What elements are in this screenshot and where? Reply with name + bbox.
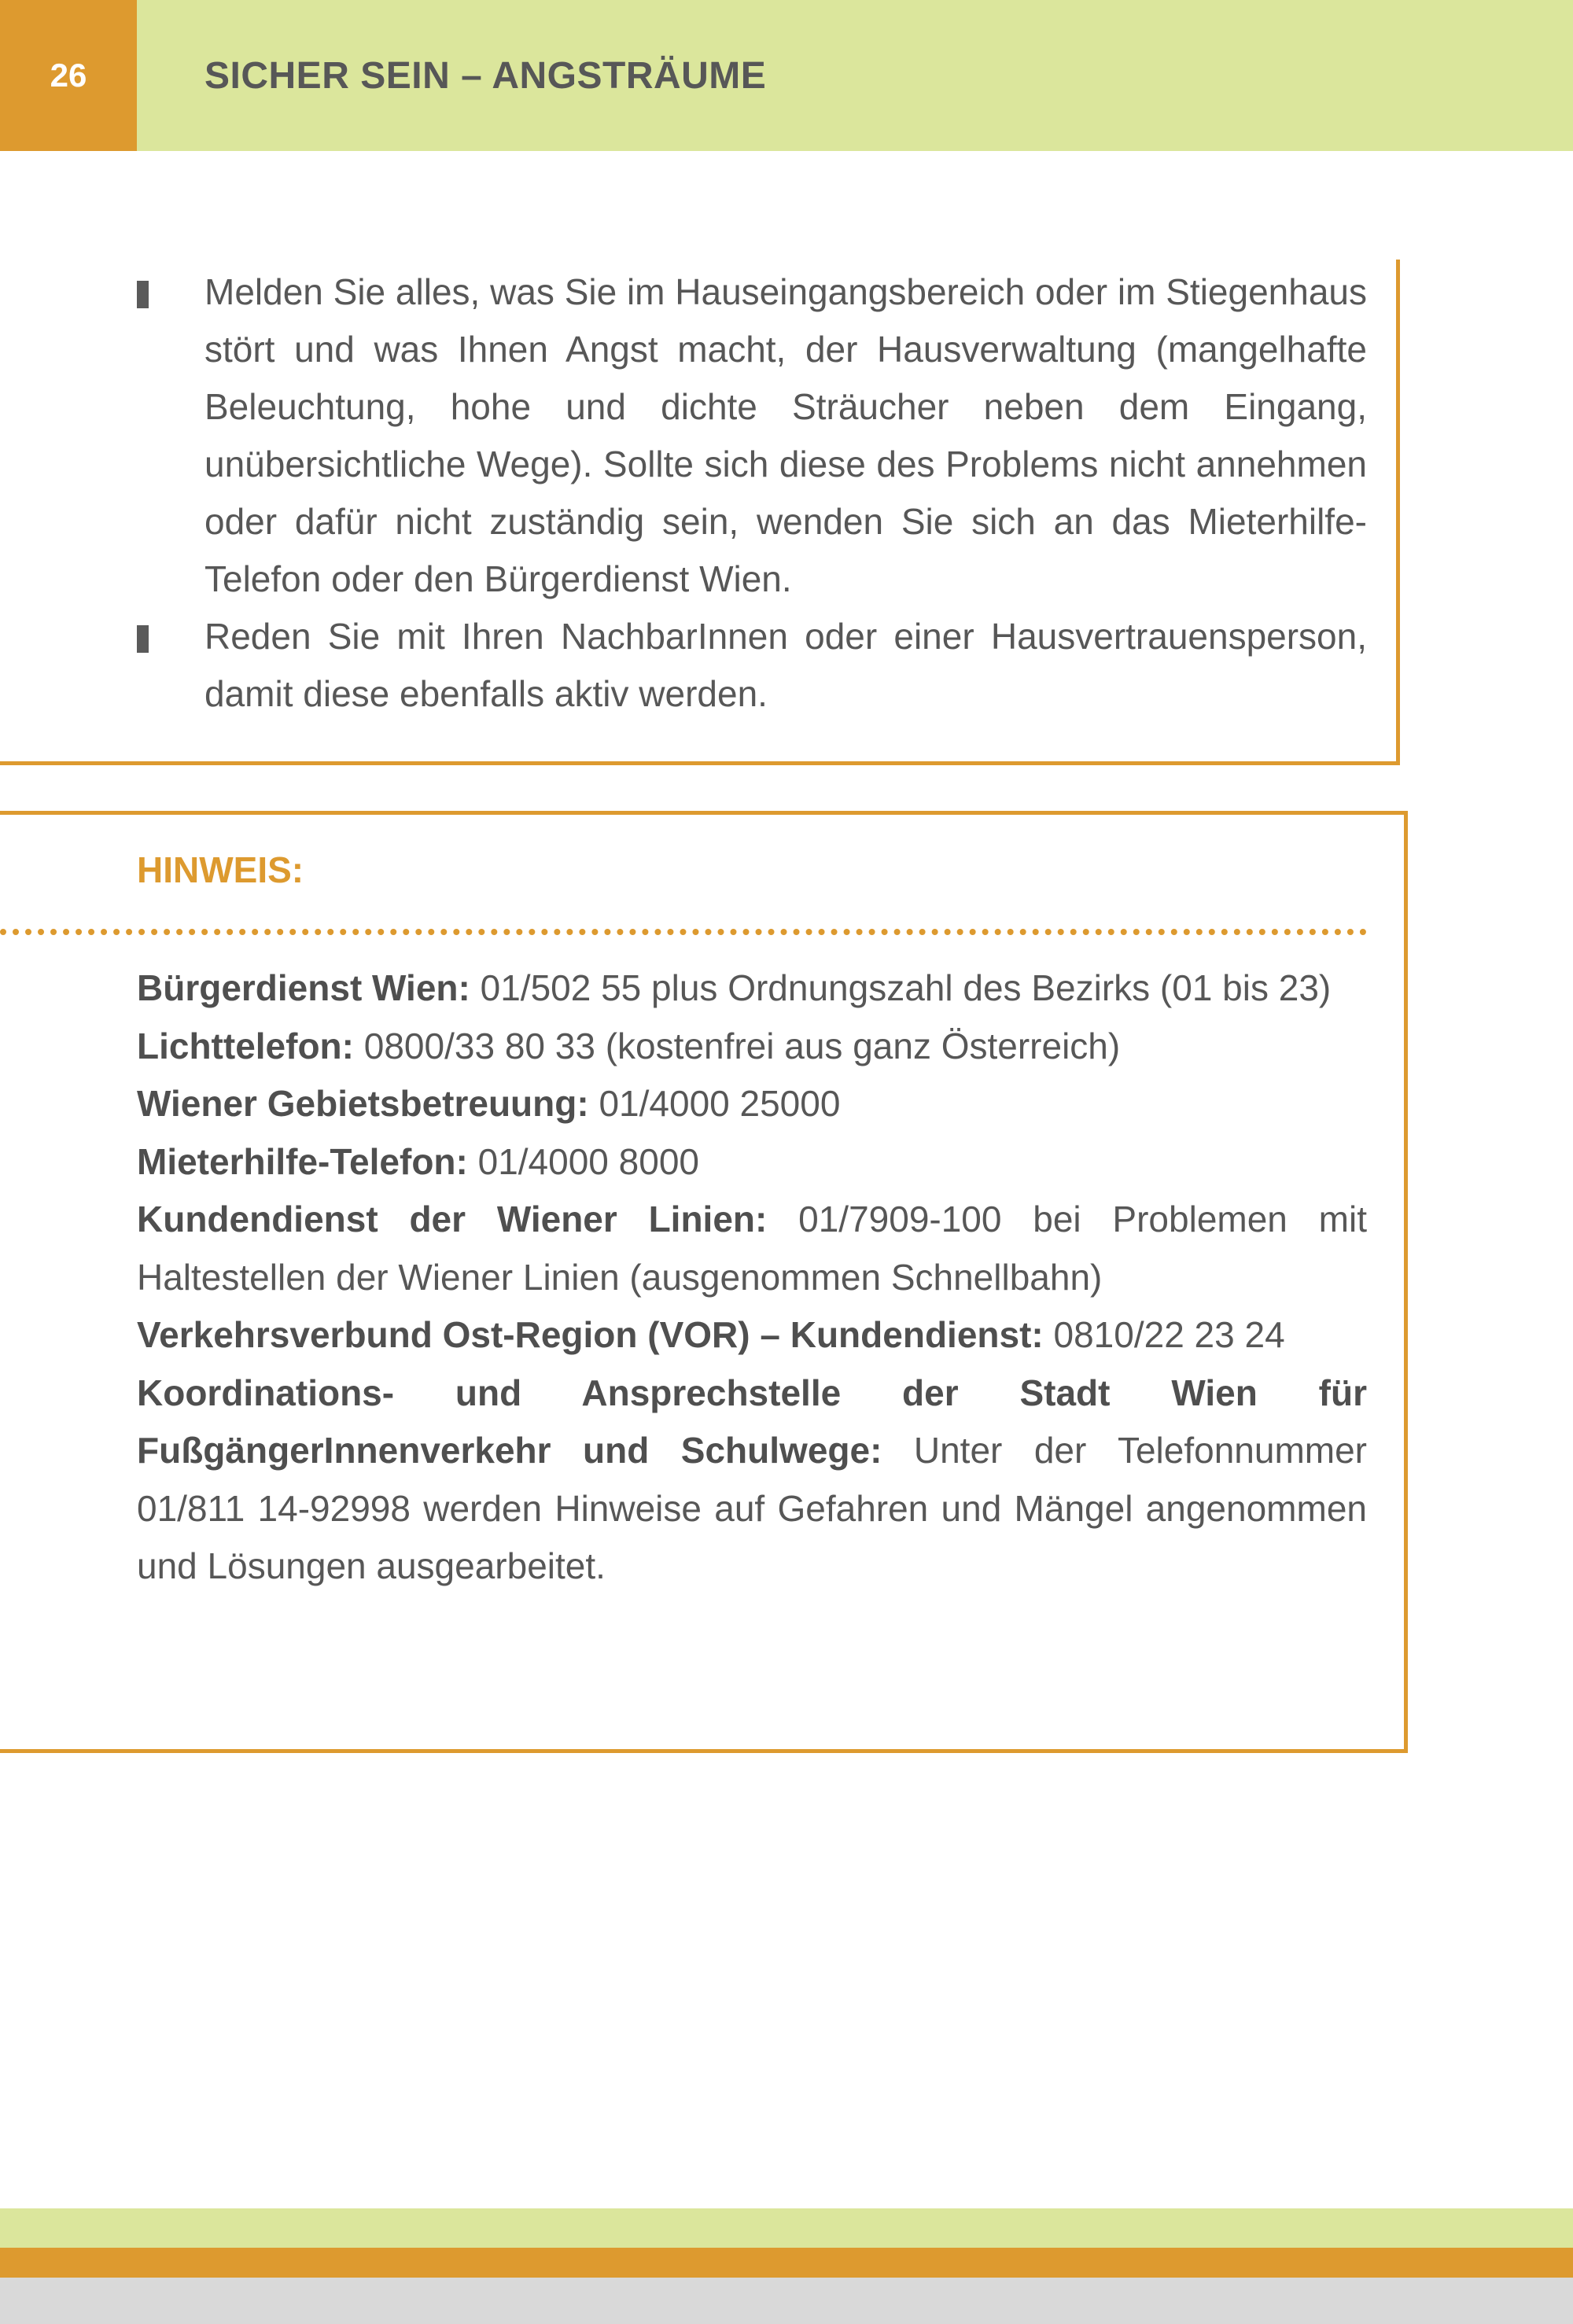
contact-text: 0800/33 80 33 (kostenfrei aus ganz Österreich): [353, 1025, 1121, 1066]
bullet-square-icon: [137, 281, 149, 308]
list-item: [137, 263, 1367, 608]
contact-text: Unter der Telefonnummer 01/811 14-92998 werden Hinweise auf Gefahren und Mängel angenommen und Lösungen ausgearbeitet.: [137, 1430, 1368, 1586]
section-title: SICHER SEIN – ANGSTRÄUME: [204, 54, 767, 97]
footer-orange-band: [0, 2248, 1573, 2278]
contact-text: 01/7909-100 bei Problemen mit Haltestellen der Wiener Linien (ausgenommen Schnellbahn): [137, 1199, 1367, 1298]
contact-text: 01/502 55 plus Ordnungszahl des Bezirks (01 bis 23): [470, 967, 1332, 1008]
contact-vor: [137, 1306, 1367, 1365]
contact-label: Koordinations- und Ansprechstelle der Stadt Wien für FußgängerInnenverkehr und Schulwege:: [137, 1372, 1367, 1471]
contact-label: Mieterhilfe-Telefon:: [137, 1140, 468, 1182]
contact-wiener-linien: [137, 1191, 1367, 1306]
contact-gebietsbetreuung: [137, 1075, 1367, 1133]
contact-text: 0810/22 23 24: [1043, 1314, 1285, 1355]
contact-label: Wiener Gebietsbetreuung:: [137, 1083, 589, 1124]
list-item: [137, 608, 1367, 723]
bullet-square-icon: [137, 625, 149, 653]
contact-fussgaenger: [137, 1365, 1367, 1596]
contact-label: Kundendienst der Wiener Linien:: [137, 1199, 768, 1239]
contact-lichttelefon: [137, 1018, 1367, 1076]
tips-list: [137, 263, 1367, 723]
contact-text: 01/4000 25000: [588, 1083, 841, 1124]
tip-text: Reden Sie mit Ihren NachbarInnen oder einer Hausvertrauensperson, damit diese ebenfalls aktiv werden.: [204, 616, 1367, 714]
contact-text: 01/4000 8000: [467, 1140, 699, 1182]
contact-label: Verkehrsverbund Ost-Region (VOR) – Kundendienst:: [137, 1314, 1044, 1355]
footer-green-band: [0, 2208, 1573, 2248]
footer-gray-band: [0, 2278, 1573, 2324]
contact-list: [137, 959, 1367, 1596]
contact-label: Lichttelefon:: [137, 1025, 354, 1066]
hint-title: HINWEIS:: [137, 849, 304, 890]
tip-text: Melden Sie alles, was Sie im Hauseingangsbereich oder im Stiegenhaus stört und was Ihnen Angst macht, der Hausverwaltung (mangelhafte Beleuchtung, hohe und dichte Sträucher neben dem Eingang, unübersichtliche Wege). Sollte sich diese des Problems nicht annehmen oder dafür nicht zuständig sein, wenden Sie sich an das Mieterhilfe-Telefon oder den Bürgerdienst Wien.: [204, 271, 1367, 599]
contact-mieterhilfe: [137, 1133, 1367, 1191]
page-number: 26: [0, 0, 137, 151]
dotted-divider: [0, 929, 1367, 935]
contact-label: Bürgerdienst Wien:: [137, 967, 470, 1008]
contact-buergerdienst: [137, 959, 1367, 1018]
